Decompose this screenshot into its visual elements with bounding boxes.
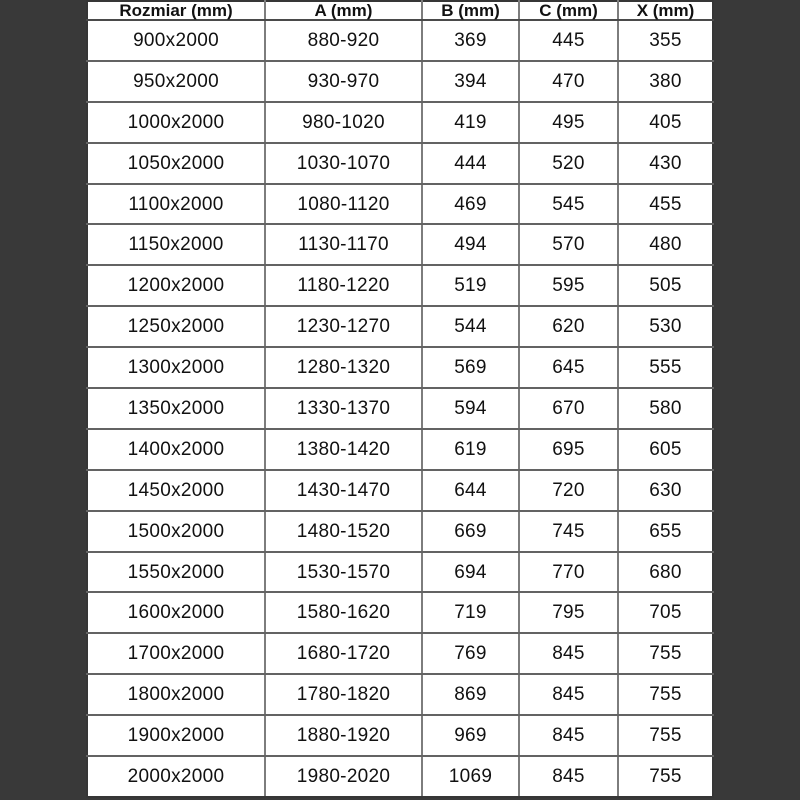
table-cell: 494 xyxy=(422,224,519,265)
table-cell: 795 xyxy=(519,592,618,633)
table-row xyxy=(87,265,713,306)
table-row xyxy=(87,20,713,61)
table-cell: 1000x2000 xyxy=(87,102,265,143)
table-cell: 1150x2000 xyxy=(87,224,265,265)
table-cell: 520 xyxy=(519,143,618,184)
table-cell: 770 xyxy=(519,552,618,593)
size-table xyxy=(86,0,714,798)
table-cell: 755 xyxy=(618,633,713,674)
table-cell: 669 xyxy=(422,511,519,552)
table-cell: 380 xyxy=(618,61,713,102)
table-cell: 580 xyxy=(618,388,713,429)
table-cell: 630 xyxy=(618,470,713,511)
table-cell: 1530-1570 xyxy=(265,552,422,593)
table-cell: 969 xyxy=(422,715,519,756)
table-cell: 594 xyxy=(422,388,519,429)
table-cell: 845 xyxy=(519,674,618,715)
table-cell: 1500x2000 xyxy=(87,511,265,552)
table-row xyxy=(87,429,713,470)
header-row xyxy=(87,1,713,20)
table-cell: 505 xyxy=(618,265,713,306)
table-cell: 769 xyxy=(422,633,519,674)
table-cell: 845 xyxy=(519,756,618,797)
table-cell: 705 xyxy=(618,592,713,633)
table-cell: 720 xyxy=(519,470,618,511)
table-row xyxy=(87,347,713,388)
table-row xyxy=(87,102,713,143)
column-header: Rozmiar (mm) xyxy=(87,1,265,20)
table-cell: 405 xyxy=(618,102,713,143)
table-cell: 355 xyxy=(618,20,713,61)
table-row xyxy=(87,756,713,797)
table-cell: 619 xyxy=(422,429,519,470)
table-cell: 555 xyxy=(618,347,713,388)
table-cell: 1250x2000 xyxy=(87,306,265,347)
table-cell: 719 xyxy=(422,592,519,633)
table-row xyxy=(87,470,713,511)
table-cell: 869 xyxy=(422,674,519,715)
table-cell: 950x2000 xyxy=(87,61,265,102)
table-cell: 469 xyxy=(422,184,519,225)
table-cell: 1230-1270 xyxy=(265,306,422,347)
table-cell: 900x2000 xyxy=(87,20,265,61)
table-cell: 1380-1420 xyxy=(265,429,422,470)
table-cell: 495 xyxy=(519,102,618,143)
table-cell: 755 xyxy=(618,715,713,756)
table-cell: 394 xyxy=(422,61,519,102)
table-cell: 645 xyxy=(519,347,618,388)
column-header: B (mm) xyxy=(422,1,519,20)
table-cell: 745 xyxy=(519,511,618,552)
column-header: A (mm) xyxy=(265,1,422,20)
table-cell: 1069 xyxy=(422,756,519,797)
table-cell: 1100x2000 xyxy=(87,184,265,225)
table-row xyxy=(87,143,713,184)
table-cell: 1180-1220 xyxy=(265,265,422,306)
table-cell: 1430-1470 xyxy=(265,470,422,511)
table-cell: 1700x2000 xyxy=(87,633,265,674)
table-cell: 444 xyxy=(422,143,519,184)
table-cell: 569 xyxy=(422,347,519,388)
table-row xyxy=(87,633,713,674)
table-cell: 1780-1820 xyxy=(265,674,422,715)
table-cell: 570 xyxy=(519,224,618,265)
table-cell: 1680-1720 xyxy=(265,633,422,674)
table-cell: 670 xyxy=(519,388,618,429)
table-cell: 1480-1520 xyxy=(265,511,422,552)
table-cell: 1330-1370 xyxy=(265,388,422,429)
table-row xyxy=(87,61,713,102)
table-row xyxy=(87,388,713,429)
table-cell: 430 xyxy=(618,143,713,184)
table-cell: 620 xyxy=(519,306,618,347)
table-cell: 694 xyxy=(422,552,519,593)
table-cell: 880-920 xyxy=(265,20,422,61)
table-cell: 2000x2000 xyxy=(87,756,265,797)
table-cell: 470 xyxy=(519,61,618,102)
table-cell: 1800x2000 xyxy=(87,674,265,715)
table-cell: 595 xyxy=(519,265,618,306)
table-cell: 1130-1170 xyxy=(265,224,422,265)
table-cell: 980-1020 xyxy=(265,102,422,143)
column-header: C (mm) xyxy=(519,1,618,20)
table-cell: 1550x2000 xyxy=(87,552,265,593)
table-cell: 480 xyxy=(618,224,713,265)
table-cell: 519 xyxy=(422,265,519,306)
table-cell: 1350x2000 xyxy=(87,388,265,429)
table-cell: 1050x2000 xyxy=(87,143,265,184)
table-cell: 644 xyxy=(422,470,519,511)
table-cell: 530 xyxy=(618,306,713,347)
table-row xyxy=(87,511,713,552)
table-cell: 369 xyxy=(422,20,519,61)
table-row xyxy=(87,306,713,347)
table-cell: 1450x2000 xyxy=(87,470,265,511)
table-cell: 755 xyxy=(618,674,713,715)
table-cell: 655 xyxy=(618,511,713,552)
table-cell: 1030-1070 xyxy=(265,143,422,184)
table-cell: 695 xyxy=(519,429,618,470)
column-header: X (mm) xyxy=(618,1,713,20)
table-row xyxy=(87,674,713,715)
table-row xyxy=(87,224,713,265)
table-cell: 544 xyxy=(422,306,519,347)
table-cell: 1300x2000 xyxy=(87,347,265,388)
table-cell: 545 xyxy=(519,184,618,225)
table-cell: 1280-1320 xyxy=(265,347,422,388)
table-cell: 1400x2000 xyxy=(87,429,265,470)
table-cell: 755 xyxy=(618,756,713,797)
table-cell: 419 xyxy=(422,102,519,143)
table-cell: 1080-1120 xyxy=(265,184,422,225)
table-cell: 845 xyxy=(519,715,618,756)
table-cell: 930-970 xyxy=(265,61,422,102)
table-cell: 445 xyxy=(519,20,618,61)
table-row xyxy=(87,715,713,756)
table-cell: 1880-1920 xyxy=(265,715,422,756)
table-cell: 1900x2000 xyxy=(87,715,265,756)
table-row xyxy=(87,184,713,225)
table-cell: 605 xyxy=(618,429,713,470)
table-cell: 1580-1620 xyxy=(265,592,422,633)
table-cell: 1200x2000 xyxy=(87,265,265,306)
table-cell: 680 xyxy=(618,552,713,593)
table-cell: 455 xyxy=(618,184,713,225)
table-cell: 1600x2000 xyxy=(87,592,265,633)
table-cell: 1980-2020 xyxy=(265,756,422,797)
table-row xyxy=(87,552,713,593)
table-row xyxy=(87,592,713,633)
table-cell: 845 xyxy=(519,633,618,674)
